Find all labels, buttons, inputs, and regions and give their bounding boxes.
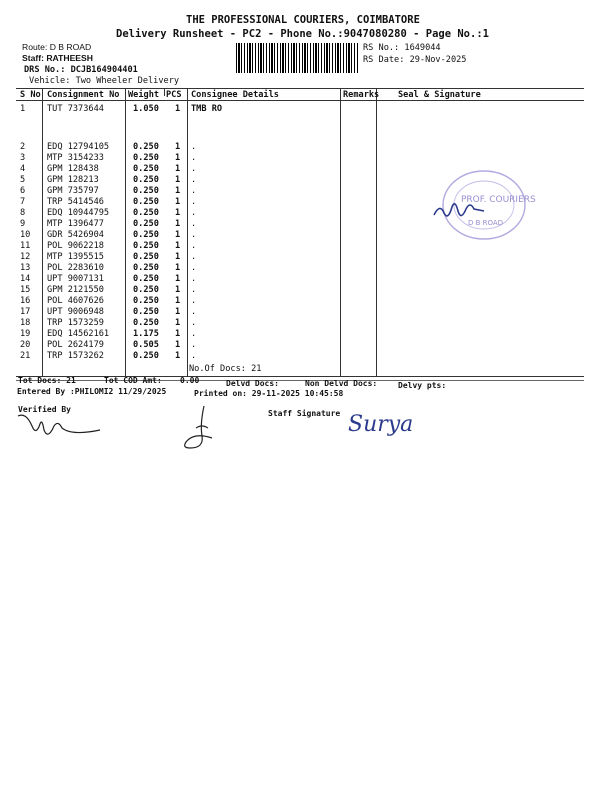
row-weight: 0.250 xyxy=(133,153,159,163)
row-sno: 18 xyxy=(20,318,31,328)
row-consignee-details: . xyxy=(191,142,197,152)
row-consignee-details: . xyxy=(191,230,197,240)
row-consignee-details: . xyxy=(191,175,197,185)
row-consignee-details: . xyxy=(191,208,197,218)
row-consignment-no: MTP 1396477 xyxy=(47,219,104,229)
row-sno: 2 xyxy=(20,142,26,152)
col-divider-6 xyxy=(376,88,377,376)
row-pcs: 1 xyxy=(175,186,181,196)
row-consignment-no: UPT 9006948 xyxy=(47,307,104,317)
row-consignment-no: EDQ 12794105 xyxy=(47,142,110,152)
row-sno: 10 xyxy=(20,230,31,240)
total-docs: Tot Docs: 21 xyxy=(18,376,76,385)
row-consignment-no: POL 4607626 xyxy=(47,296,104,306)
row-pcs: 1 xyxy=(175,351,181,361)
row-sno: 14 xyxy=(20,274,31,284)
row-consignee-details: . xyxy=(191,340,197,350)
row-pcs: 1 xyxy=(175,142,181,152)
row-weight: 0.250 xyxy=(133,285,159,295)
row-sno: 5 xyxy=(20,175,26,185)
row-sno: 1 xyxy=(20,104,26,114)
row-weight: 0.250 xyxy=(133,175,159,185)
row-pcs: 1 xyxy=(175,296,181,306)
row-consignee-details: . xyxy=(191,241,197,251)
row-consignment-no: POL 2624179 xyxy=(47,340,104,350)
row-sno: 8 xyxy=(20,208,26,218)
row-weight: 0.250 xyxy=(133,252,159,262)
row-pcs: 1 xyxy=(175,318,181,328)
footer-divider xyxy=(16,380,584,381)
total-cod-label: Tot COD Amt: xyxy=(104,376,162,385)
row-consignment-no: GPM 735797 xyxy=(47,186,99,196)
row-weight: 0.250 xyxy=(133,208,159,218)
row-sno: 19 xyxy=(20,329,31,339)
barcode-image xyxy=(236,43,358,73)
row-consignment-no: GPM 128213 xyxy=(47,175,99,185)
row-consignee-details: . xyxy=(191,274,197,284)
row-sno: 21 xyxy=(20,351,31,361)
col-header-remarks: Remarks xyxy=(343,90,380,100)
row-consignment-no: GPM 2121550 xyxy=(47,285,104,295)
row-pcs: 1 xyxy=(175,274,181,284)
row-sno: 4 xyxy=(20,164,26,174)
row-pcs: 1 xyxy=(175,263,181,273)
row-pcs: 1 xyxy=(175,241,181,251)
stamp-text: PROF. COURIERS xyxy=(461,195,536,205)
row-consignee-details: . xyxy=(191,351,197,361)
row-weight: 0.505 xyxy=(133,340,159,350)
row-consignee-details: . xyxy=(191,318,197,328)
row-sno: 7 xyxy=(20,197,26,207)
row-consignee-details: . xyxy=(191,296,197,306)
row-sno: 17 xyxy=(20,307,31,317)
row-pcs: 1 xyxy=(175,153,181,163)
table-header-border xyxy=(16,100,584,101)
col-header-consignment: Consignment No xyxy=(47,90,120,100)
verifier-signature xyxy=(14,410,104,444)
row-consignee-details: . xyxy=(191,252,197,262)
row-weight: 0.250 xyxy=(133,307,159,317)
seal-signature-scribble xyxy=(434,204,484,216)
row-consignee-details: . xyxy=(191,186,197,196)
row-consignment-no: GDR 5426904 xyxy=(47,230,104,240)
printed-on: Printed on: 29-11-2025 10:45:58 xyxy=(194,389,344,398)
row-consignment-no: TRP 5414546 xyxy=(47,197,104,207)
staff-signature-text: Surya xyxy=(348,412,414,437)
row-pcs: 1 xyxy=(175,285,181,295)
row-weight: 0.250 xyxy=(133,186,159,196)
row-weight: 0.250 xyxy=(133,219,159,229)
row-weight: 0.250 xyxy=(133,296,159,306)
stamp-subtext: D B ROAD xyxy=(468,219,504,227)
row-consignment-no: UPT 9007131 xyxy=(47,274,104,284)
row-weight: 0.250 xyxy=(133,263,159,273)
drs-number: DRS No.: DCJB164904401 xyxy=(24,65,138,75)
row-consignment-no: POL 9062218 xyxy=(47,241,104,251)
row-pcs: 1 xyxy=(175,340,181,350)
row-sno: 15 xyxy=(20,285,31,295)
col-header-seal: Seal & Signature xyxy=(398,90,481,100)
row-consignment-no: MTP 3154233 xyxy=(47,153,104,163)
row-consignee-details: . xyxy=(191,153,197,163)
delivered-docs: Delvd Docs: xyxy=(226,379,279,388)
row-consignment-no: TRP 1573262 xyxy=(47,351,104,361)
row-consignee-details: . xyxy=(191,219,197,229)
row-consignment-no: TRP 1573259 xyxy=(47,318,104,328)
row-consignee-details: TMB RO xyxy=(191,104,223,114)
col-header-sno: S No xyxy=(20,90,41,100)
entered-by: Entered By :PHILOMI2 11/29/2025 xyxy=(17,387,167,396)
row-consignment-no: POL 2283610 xyxy=(47,263,104,273)
row-sno: 9 xyxy=(20,219,26,229)
row-sno: 12 xyxy=(20,252,31,262)
row-weight: 0.250 xyxy=(133,318,159,328)
rs-date: RS Date: 29-Nov-2025 xyxy=(363,55,467,65)
row-weight: 1.175 xyxy=(133,329,159,339)
row-weight: 0.250 xyxy=(133,197,159,207)
rs-number: RS No.: 1649044 xyxy=(363,43,441,53)
company-title: THE PROFESSIONAL COURIERS, COIMBATORE xyxy=(186,14,420,26)
row-pcs: 1 xyxy=(175,230,181,240)
col-divider-3 xyxy=(164,88,165,96)
row-weight: 0.250 xyxy=(133,164,159,174)
col-divider-4 xyxy=(187,88,188,376)
runsheet-subtitle: Delivery Runsheet - PC2 - Phone No.:9047080280 - Page No.:1 xyxy=(116,28,489,40)
row-sno: 13 xyxy=(20,263,31,273)
non-delivered-docs: Non Delvd Docs: xyxy=(305,379,378,388)
col-divider-1 xyxy=(42,88,43,376)
table-top-border xyxy=(16,88,584,89)
staff-signature-label: Staff Signature xyxy=(268,409,341,418)
col-divider-5 xyxy=(340,88,341,376)
col-header-weight: Weight xyxy=(128,90,160,100)
row-pcs: 1 xyxy=(175,208,181,218)
entered-by-signature xyxy=(182,402,222,460)
row-pcs: 1 xyxy=(175,307,181,317)
col-divider-2 xyxy=(125,88,126,376)
row-sno: 6 xyxy=(20,186,26,196)
col-header-pcs: PCS xyxy=(166,90,182,100)
staff-signature-image xyxy=(346,405,416,441)
row-pcs: 1 xyxy=(175,329,181,339)
row-pcs: 1 xyxy=(175,219,181,229)
row-weight: 1.050 xyxy=(133,104,159,114)
total-cod-value: 0.00 xyxy=(180,376,200,385)
row-sno: 16 xyxy=(20,296,31,306)
col-header-consignee: Consignee Details xyxy=(191,90,279,100)
route-label: Route: D B ROAD xyxy=(22,42,92,52)
row-pcs: 1 xyxy=(175,197,181,207)
row-consignment-no: GPM 128438 xyxy=(47,164,99,174)
staff-label: Staff: RATHEESH xyxy=(22,53,93,63)
row-consignment-no: EDQ 10944795 xyxy=(47,208,110,218)
row-consignment-no: TUT 7373644 xyxy=(47,104,104,114)
row-weight: 0.250 xyxy=(133,241,159,251)
no-of-docs: No.Of Docs: 21 xyxy=(189,364,262,374)
row-consignment-no: EDQ 14562161 xyxy=(47,329,110,339)
seal-stamp xyxy=(428,160,538,250)
row-consignee-details: . xyxy=(191,307,197,317)
row-pcs: 1 xyxy=(175,104,181,114)
row-sno: 3 xyxy=(20,153,26,163)
row-weight: 0.250 xyxy=(133,142,159,152)
row-consignment-no: MTP 1395515 xyxy=(47,252,104,262)
row-sno: 11 xyxy=(20,241,31,251)
verified-by-label: Verified By xyxy=(18,405,71,414)
row-weight: 0.250 xyxy=(133,230,159,240)
row-pcs: 1 xyxy=(175,252,181,262)
row-weight: 0.250 xyxy=(133,351,159,361)
vehicle-label: Vehicle: Two Wheeler Delivery xyxy=(29,76,180,86)
row-consignee-details: . xyxy=(191,285,197,295)
table-bottom-border xyxy=(16,376,584,377)
row-pcs: 1 xyxy=(175,164,181,174)
row-consignee-details: . xyxy=(191,263,197,273)
row-consignee-details: . xyxy=(191,329,197,339)
row-pcs: 1 xyxy=(175,175,181,185)
row-consignee-details: . xyxy=(191,197,197,207)
row-sno: 20 xyxy=(20,340,31,350)
row-consignee-details: . xyxy=(191,164,197,174)
row-weight: 0.250 xyxy=(133,274,159,284)
delivery-points: Delvy pts: xyxy=(398,381,447,390)
